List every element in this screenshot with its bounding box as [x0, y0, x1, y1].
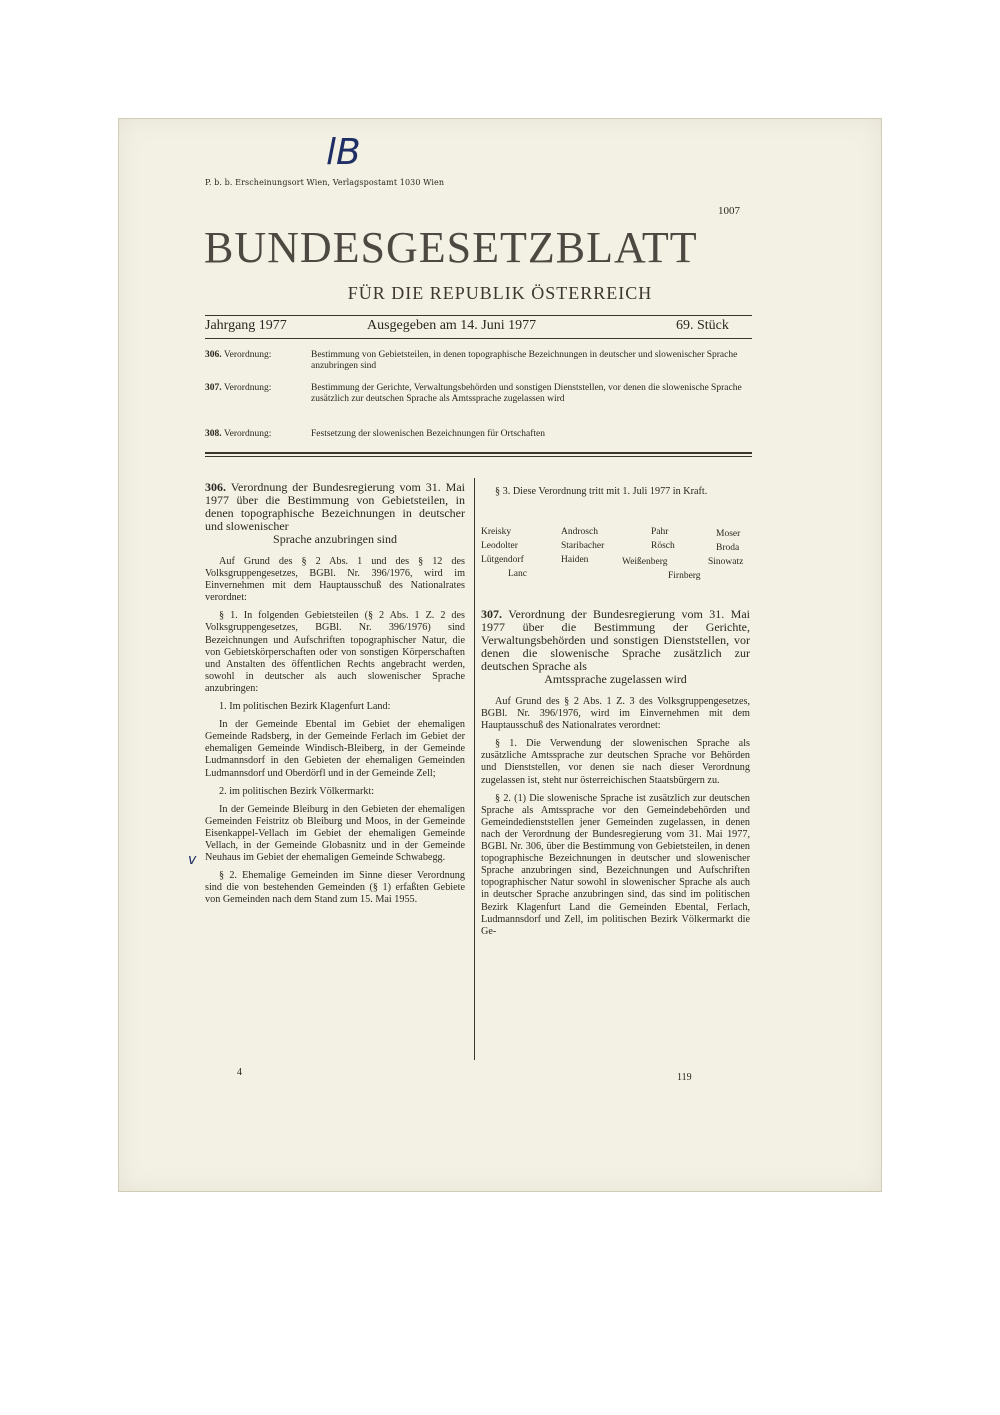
- signature: Broda: [716, 543, 740, 553]
- toc-item: [205, 429, 751, 441]
- toc-item: [205, 383, 751, 419]
- toc-label: Verordnung:: [223, 350, 272, 360]
- left-column: [205, 481, 465, 912]
- footer-left-number: 4: [237, 1067, 242, 1078]
- issue-piece: 69. Stück: [676, 318, 729, 333]
- regulation-307-heading: 307. Verordnung der Bundesregierung vom 31. Mai 1977 über die Bestimmung der Gerichte, Verwaltungsbehörden und sonstigen Dienststellen, vor denen die slowenische Sprache zusätzlich zur deutschen Sprache als Amtssprache zugelassen wird: [481, 607, 750, 686]
- toc-text: Festsetzung der slowenischen Bezeichnungen für Ortschaften: [311, 429, 545, 439]
- paragraph: § 1. Die Verwendung der slowenischen Sprache als zusätzliche Amtssprache zur deutschen Sprache vor Behörden und Dienststellen, vor denen sie nach dieser Verordnung zugelassen ist, steht nur österreichischen Staatsbürgern zu.: [481, 738, 750, 786]
- issue-date: Ausgegeben am 14. Juni 1977: [367, 318, 537, 333]
- toc-number: 306.: [205, 350, 222, 360]
- regulation-306-heading: 306. Verordnung der Bundesregierung vom 31. Mai 1977 über die Bestimmung von Gebietsteilen, in denen topographische Bezeichnungen in deutscher und slowenischer Sprache anzubringen sind: [205, 480, 465, 546]
- signature: Kreisky: [481, 527, 512, 537]
- signature: Lütgendorf: [481, 555, 524, 565]
- right-column-top: [481, 486, 750, 504]
- signature: Lanc: [508, 569, 527, 579]
- page-number: 1007: [718, 205, 740, 217]
- signature: Moser: [716, 529, 741, 539]
- toc-label: Verordnung:: [223, 429, 272, 439]
- right-column: [481, 608, 750, 944]
- toc-number: 308.: [205, 429, 222, 439]
- paragraph: § 2. Ehemalige Gemeinden im Sinne dieser Verordnung sind die von bestehenden Gemeinden (§ 1) erfaßten Gebiete von Gemeinden nach dem Stand zum 15. Mai 1955.: [205, 870, 465, 906]
- toc-label: Verordnung:: [223, 383, 272, 393]
- toc-text: Bestimmung der Gerichte, Verwaltungsbehörden und sonstigen Dienststellen, vor denen die slowenische Sprache zusätzlich zur deutschen Sprache als Amtssprache zugelassen wird: [311, 383, 742, 404]
- toc-number: 307.: [205, 383, 222, 393]
- postal-line: P. b. b. Erscheinungsort Wien, Verlagspostamt 1030 Wien: [205, 178, 445, 187]
- signature: Rösch: [651, 541, 675, 551]
- paragraph: 1. Im politischen Bezirk Klagenfurt Land:: [219, 701, 391, 713]
- toc-rule-thin: [205, 456, 752, 457]
- paragraph: § 2. (1) Die slowenische Sprache ist zusätzlich zur deutschen Sprache als Amtssprache vor den Gemeindebehörden und Gemeindedienststellen jener Gemeinden zugelassen, in denen nach der Verordnung der Bundesregierung vom 31. Mai 1977, BGBl. Nr. 306, über die Bestimmung von Gebietsteilen, in denen topographische Bezeichnungen in deutscher und slowenischer Sprache anzubringen sind, Bezeichnungen und Aufschriften topographischer Natur sowohl in slowenischer Sprache als auch in deutscher Sprache anzubringen sind, das sind im politischen Bezirk Klagenfurt Land die Gemeinden Ebental, Ferlach, Ludmannsdorf und Zell, im politischen Bezirk Völkermarkt die Ge-: [481, 792, 750, 937]
- paragraph: § 3. Diese Verordnung tritt mit 1. Juli 1977 in Kraft.: [495, 486, 708, 497]
- paragraph: In der Gemeinde Ebental im Gebiet der ehemaligen Gemeinde Radsberg, in der Gemeinde Ferlach im Gebiet der ehemaligen Gemeinde Windisch-Bleiberg, in der Gemeinde Ludmannsdorf in den Gebieten der ehemaligen Gemeinden Ludmannsdorf und Oberdörfl und in der Gemeinde Zell;: [205, 719, 465, 779]
- signature: Leodolter: [481, 541, 518, 551]
- header-rule-bottom: [205, 338, 752, 339]
- header-rule-top: [205, 315, 752, 316]
- paragraph: Auf Grund des § 2 Abs. 1 Z. 3 des Volksgruppengesetzes, BGBl. Nr. 396/1976, wird im Einvernehmen mit dem Hauptausschuß des Nationalrates verordnet:: [481, 696, 750, 732]
- handwritten-check: v: [188, 852, 197, 868]
- toc-item: [205, 350, 751, 374]
- signature: Staribacher: [561, 541, 605, 551]
- toc-text: Bestimmung von Gebietsteilen, in denen topographische Bezeichnungen in deutscher und slowenischer Sprache anzubringen sind: [311, 350, 738, 371]
- paragraph: § 1. In folgenden Gebietsteilen (§ 2 Abs. 1 Z. 2 des Volksgruppengesetzes, BGBl. Nr. 396/1976) sind Bezeichnungen und Aufschriften topographischer Natur, die von Gebietskörperschaften oder von sonstigen Körperschaften und Anstalten des öffentlichen Rechts angebracht werden, sowohl in deutscher als auch slowenischer Sprache anzubringen:: [205, 610, 465, 694]
- handwritten-initials: lB: [326, 132, 361, 173]
- toc-rule: [205, 452, 752, 454]
- paragraph: Auf Grund des § 2 Abs. 1 und des § 12 des Volksgruppengesetzes, BGBl. Nr. 396/1976, wird im Einvernehmen mit dem Hauptausschuß des Nationalrates verordnet:: [205, 556, 465, 604]
- paragraph: 2. im politischen Bezirk Völkermarkt:: [219, 785, 375, 797]
- gazette-subtitle: FÜR DIE REPUBLIK ÖSTERREICH: [347, 283, 653, 303]
- signature: Sinowatz: [708, 557, 744, 567]
- column-divider: [474, 478, 475, 1060]
- issue-year: Jahrgang 1977: [205, 318, 287, 333]
- gazette-title: BUNDESGESETZBLATT: [204, 223, 698, 272]
- signature: Weißenberg: [622, 557, 668, 567]
- footer-right-number: 119: [677, 1072, 692, 1083]
- signature: Androsch: [561, 527, 598, 537]
- signature: Haiden: [561, 555, 589, 565]
- signature: Pahr: [651, 527, 669, 537]
- paragraph: In der Gemeinde Bleiburg in den Gebieten der ehemaligen Gemeinden Feistritz ob Bleiburg und Moos, in der Gemeinde Eisenkappel-Vellach im Gebiet der ehemaligen Gemeinde Vellach, in der Gemeinde Globasnitz und in der Gemeinde Neuhaus im Gebiet der ehemaligen Gemeinde Schwabegg.: [205, 803, 465, 864]
- signature: Firnberg: [668, 571, 701, 581]
